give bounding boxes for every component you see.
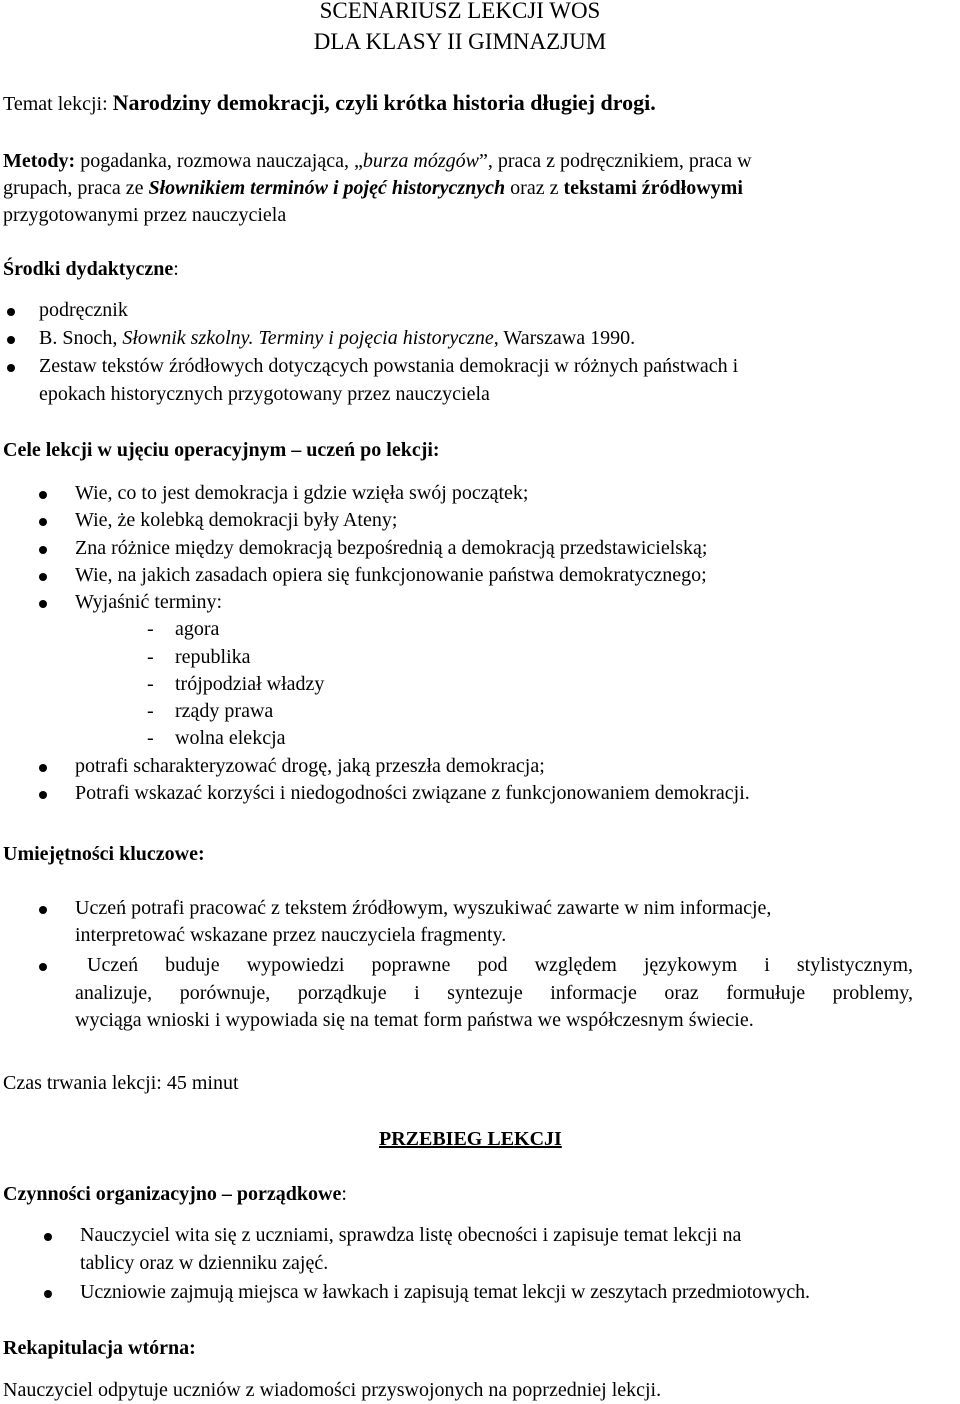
bullet-icon: [7, 336, 15, 344]
cele-item: Wyjaśnić terminy:: [75, 591, 223, 613]
term-dash: -: [147, 673, 154, 695]
bullet-icon: [44, 1233, 52, 1241]
metody-dictionary: Słownikiem terminów i pojęć historycznych: [148, 177, 506, 199]
umiejetnosci-item-2-line2: analizuje, porównuje, porządkuje i syntezuje informacje oraz formułuje problemy,: [75, 982, 913, 1004]
bullet-icon: [39, 791, 47, 799]
term-item: wolna elekcja: [175, 727, 286, 749]
srodki-item-3-line2: epokach historycznych przygotowany przez nauczyciela: [39, 383, 490, 405]
metody-line3: przygotowanymi przez nauczyciela: [3, 204, 287, 226]
czynnosci-item-2: Uczniowie zajmują miejsca w ławkach i zapisują temat lekcji w zeszytach przedmiotowych.: [80, 1281, 810, 1303]
srodki-book-title: Słownik szkolny. Terminy i pojęcia historyczne: [122, 327, 494, 349]
czynnosci-label: Czynności organizacyjno – porządkowe: [3, 1183, 342, 1205]
term-item: republika: [175, 646, 251, 668]
umiejetnosci-item-1-line2: interpretować wskazane przez nauczyciela fragmenty.: [75, 924, 507, 946]
doc-title-line1: SCENARIUSZ LEKCJI WOS: [319, 0, 601, 23]
bullet-icon: [39, 573, 47, 581]
cele-item: Wie, na jakich zasadach opiera się funkcjonowanie państwa demokratycznego;: [75, 564, 707, 586]
srodki-author: B. Snoch,: [39, 327, 123, 349]
srodki-label: Środki dydaktyczne: [3, 258, 174, 280]
czas-trwania: Czas trwania lekcji: 45 minut: [3, 1072, 239, 1094]
srodki-item-1: podręcznik: [39, 299, 128, 321]
metody-text: oraz z: [505, 177, 564, 199]
metody-italic: burza mózgów: [362, 150, 479, 172]
bullet-icon: [39, 906, 47, 914]
srodki-publication: , Warszawa 1990.: [493, 327, 636, 349]
metody-text: grupach, praca ze: [3, 177, 149, 199]
term-item: trójpodział władzy: [175, 673, 325, 695]
metody-text: ”, praca z podręcznikiem, praca w: [478, 150, 752, 172]
umiejetnosci-item-1-line1: Uczeń potrafi pracować z tekstem źródłowym, wyszukiwać zawarte w nim informacje,: [75, 897, 772, 919]
czynnosci-colon: :: [341, 1183, 347, 1205]
term-dash: -: [147, 646, 154, 668]
term-dash: -: [147, 618, 154, 640]
bullet-icon: [39, 963, 47, 971]
srodki-colon: :: [173, 258, 179, 280]
metody-line2: [3, 175, 743, 202]
czynnosci-item-1-line2: tablicy oraz w dzienniku zajęć.: [80, 1252, 329, 1274]
umiejetnosci-item-2-line3: wyciąga wnioski i wypowiada się na temat form państwa we współczesnym świecie.: [75, 1009, 754, 1031]
srodki-item-2: [39, 325, 635, 352]
term-dash: -: [147, 700, 154, 722]
cele-item: Wie, że kolebką demokracji były Ateny;: [75, 509, 398, 531]
metody-line1: [3, 148, 752, 175]
bullet-icon: [39, 518, 47, 526]
metody-text: pogadanka, rozmowa nauczająca, „: [75, 150, 363, 172]
czynnosci-item-1-line1: Nauczyciel wita się z uczniami, sprawdza listę obecności i zapisuje temat lekcji na: [80, 1224, 742, 1246]
term-item: agora: [175, 618, 220, 640]
bullet-icon: [7, 308, 15, 316]
bullet-icon: [39, 764, 47, 772]
temat-line: [3, 89, 656, 118]
cele-item: Potrafi wskazać korzyści i niedogodności związane z funkcjonowaniem demokracji.: [75, 782, 750, 804]
rekapitulacja-text: Nauczyciel odpytuje uczniów z wiadomości przyswojonych na poprzedniej lekcji.: [3, 1379, 662, 1401]
bullet-icon: [39, 600, 47, 608]
cele-heading: Cele lekcji w ujęciu operacyjnym – uczeń po lekcji:: [3, 439, 440, 461]
bullet-icon: [39, 546, 47, 554]
temat-value: Narodziny demokracji, czyli krótka historia długiej drogi.: [112, 90, 656, 115]
doc-title-line2: DLA KLASY II GIMNAZJUM: [313, 29, 607, 54]
cele-item: Zna różnice między demokracją bezpośrednią a demokracją przedstawicielską;: [75, 537, 708, 559]
cele-item: Wie, co to jest demokracja i gdzie wzięła swój początek;: [75, 482, 529, 504]
srodki-item-3-line1: Zestaw tekstów źródłowych dotyczących powstania demokracji w różnych państwach i: [39, 355, 739, 377]
bullet-icon: [7, 364, 15, 372]
bullet-icon: [44, 1290, 52, 1298]
umiejetnosci-item-2-line1: Uczeń buduje wypowiedzi poprawne pod względem językowym i stylistycznym,: [87, 954, 913, 976]
cele-item: potrafi scharakteryzować drogę, jaką przeszła demokracja;: [75, 755, 545, 777]
bullet-icon: [39, 491, 47, 499]
metody-sources: tekstami źródłowymi: [563, 177, 743, 199]
srodki-heading: [3, 256, 179, 283]
temat-label: Temat lekcji:: [3, 93, 113, 115]
rekapitulacja-heading: Rekapitulacja wtórna:: [3, 1337, 196, 1359]
przebieg-heading: PRZEBIEG LEKCJI: [379, 1128, 562, 1150]
czynnosci-heading: [3, 1181, 347, 1208]
term-dash: -: [147, 727, 154, 749]
term-item: rządy prawa: [175, 700, 274, 722]
umiejetnosci-heading: Umiejętności kluczowe:: [3, 843, 205, 865]
metody-label: Metody:: [3, 150, 76, 172]
